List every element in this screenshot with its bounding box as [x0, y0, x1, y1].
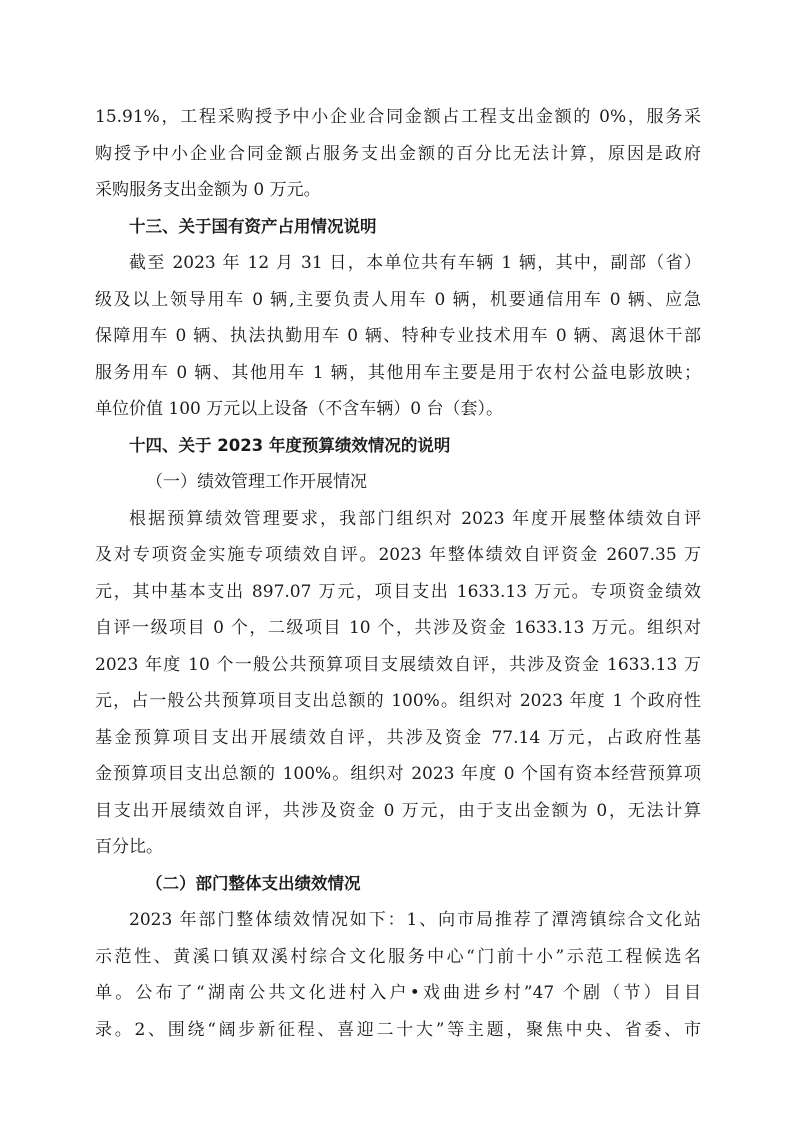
text-line: 根据预算绩效管理要求，我部门组织对 2023 年度开展整体绩效自评	[129, 508, 701, 529]
text-line: 15.91%，工程采购授予中小企业合同金额占工程支出金额的 0%，服务采	[95, 107, 701, 127]
text-line: 基金预算项目支出开展绩效自评，共涉及资金 77.14 万元，占政府性基	[95, 727, 701, 748]
text-line: 示范性、黄溪口镇双溪村综合文化服务中心“门前十小”示范工程候选名	[95, 946, 701, 967]
section-heading-assets	[95, 209, 701, 246]
text-line: 采购服务支出金额为 0 万元。	[95, 180, 321, 200]
text-line: 元，其中基本支出 897.07 万元，项目支出 1633.13 万元。专项资金绩效	[95, 581, 701, 602]
text-line: 元，占一般公共预算项目支出总额的 100%。组织对 2023 年度 1 个政府性	[95, 691, 701, 711]
paragraph-procurement-continued	[95, 99, 701, 209]
paragraph-assets	[95, 245, 701, 428]
subheading-text: （一）绩效管理工作开展情况	[146, 472, 367, 492]
text-line: 单位价值 100 万元以上设备（不含车辆）0 台（套）。	[95, 399, 503, 419]
text-line: 目支出开展绩效自评，共涉及资金 0 万元，由于支出金额为 0，无法计算	[95, 800, 701, 821]
text-line: 录。2、围绕“阔步新征程、喜迎二十大”等主题，聚焦中央、省委、市	[95, 1019, 701, 1040]
text-line: 购授予中小企业合同金额占服务支出金额的百分比无法计算，原因是政府	[95, 143, 701, 164]
text-line: 及对专项资金实施专项绩效自评。2023 年整体绩效自评资金 2607.35 万	[95, 545, 701, 565]
paragraph-overall	[95, 902, 701, 1048]
text-line: 2023 年度 10 个一般公共预算项目支展绩效自评，共涉及资金 1633.13 万	[95, 654, 701, 675]
text-line: 自评一级项目 0 个，二级项目 10 个，共涉及资金 1633.13 万元。组织对	[95, 618, 701, 638]
text-line: 截至 2023 年 12 月 31 日，本单位共有车辆 1 辆，其中，副部（省）	[129, 253, 701, 273]
document-body	[95, 99, 701, 1048]
subheading-overall-expenditure	[95, 866, 701, 903]
text-line: 金预算项目支出总额的 100%。组织对 2023 年度 0 个国有资本经营预算项	[95, 764, 701, 784]
text-line: 单。公布了“湖南公共文化进村入户•戏曲进乡村”47 个剧（节）目目	[95, 983, 701, 1003]
text-line: 2023 年部门整体绩效情况如下：1、向市局推荐了潭湾镇综合文化站	[129, 910, 701, 930]
text-line: 保障用车 0 辆、执法执勤用车 0 辆、特种专业技术用车 0 辆、离退休干部	[95, 326, 701, 346]
subheading-text: （二）部门整体支出绩效情况	[146, 873, 361, 893]
heading-text: 十三、关于国有资产占用情况说明	[129, 216, 377, 236]
text-line: 级及以上领导用车 0 辆,主要负责人用车 0 辆，机要通信用车 0 辆、应急	[95, 289, 701, 310]
subheading-performance-management	[95, 464, 701, 501]
text-line: 百分比。	[95, 837, 163, 857]
section-heading-performance	[95, 428, 701, 465]
paragraph-performance	[95, 501, 701, 866]
text-line: 服务用车 0 辆、其他用车 1 辆，其他用车主要是用于农村公益电影放映；	[95, 362, 701, 383]
heading-text: 十四、关于 2023 年度预算绩效情况的说明	[129, 435, 451, 455]
